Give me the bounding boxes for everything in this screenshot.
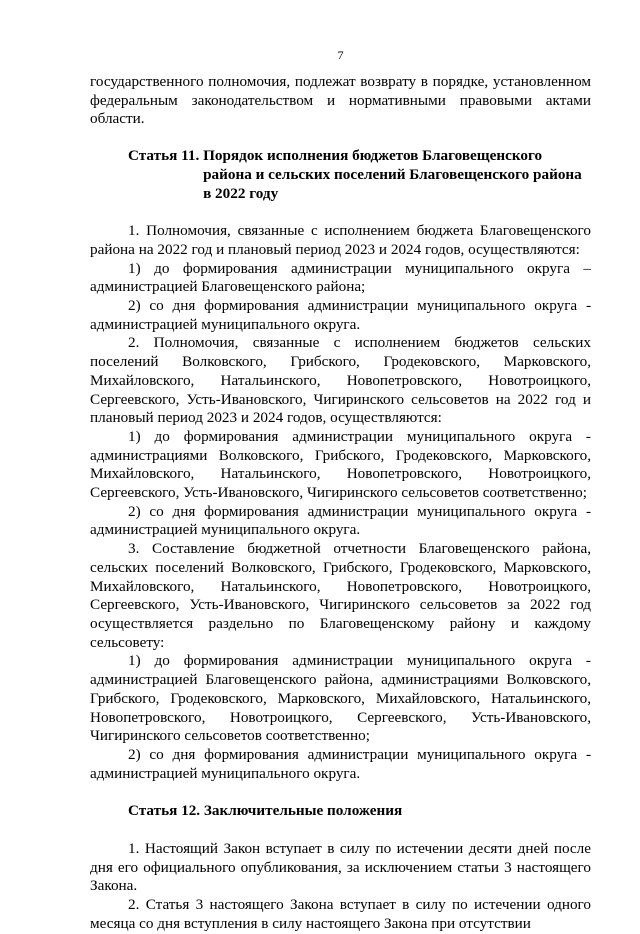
article-12-paragraph-1: 1. Настоящий Закон вступает в силу по истечении десяти дней после дня его официального опубликования, за исключением статьи 3 настоящего Закона. — [90, 840, 591, 895]
article-11-paragraph-3-item-2: 2) со дня формирования администрации муниципального округа - администрацией муниципального округа. — [90, 745, 591, 782]
article-12-paragraph-2: 2. Статья 3 настоящего Закона вступает в силу по истечении одного месяца со дня вступления в силу настоящего Закона при отсутствии — [90, 896, 591, 932]
article-11-heading — [90, 147, 591, 203]
article-11-paragraph-3-item-1: 1) до формирования администрации муниципального округа - администрацией Благовещенского района, администрациями Волковского, Грибского, Гродековского, Марковского, Михайловского, Натальинского, Новопетровского, Новотроицкого, Сергеевского, Усть-Ивановского, Чигиринского сельсоветов соответственно; — [90, 652, 591, 745]
intro-paragraph: государственного полномочия, подлежат возврату в порядке, установленном федеральным законодательством и нормативными правовыми актами области. — [90, 73, 591, 128]
article-11-paragraph-1-item-1: 1) до формирования администрации муниципального округа – администрацией Благовещенского района; — [90, 259, 591, 296]
article-11-number: Статья 11. — [128, 147, 204, 165]
article-11-paragraph-2: 2. Полномочия, связанные с исполнением бюджетов сельских поселений Волковского, Грибского, Гродековского, Марковского, Михайловского, Натальинского, Новопетровского, Новотроицкого, Сергеевского, Усть-Ивановского, Чигиринского сельсоветов на 2022 год и плановый период 2023 и 2024 годов, осуществляются: — [90, 334, 591, 427]
document-body — [90, 73, 591, 934]
article-12-heading: Статья 12. Заключительные положения — [128, 802, 403, 820]
article-11-paragraph-2-item-1: 1) до формирования администрации муниципального округа - администрациями Волковского, Грибского, Гродековского, Марковского, Михайловского, Натальинского, Новопетровского, Новотроицкого, Сергеевского, Усть-Ивановского, Чигиринского сельсоветов соответственно; — [90, 427, 591, 502]
article-11-paragraph-2-item-2: 2) со дня формирования администрации муниципального округа - администрацией муниципального округа. — [90, 502, 591, 539]
article-11-paragraph-1-item-2: 2) со дня формирования администрации муниципального округа - администрацией муниципального округа. — [90, 297, 591, 333]
article-11-paragraph-1: 1. Полномочия, связанные с исполнением бюджета Благовещенского района на 2022 год и плановый период 2023 и 2024 годов, осуществляются: — [90, 222, 591, 258]
page-number: 7 — [337, 48, 344, 62]
document-page — [90, 0, 591, 932]
article-11-title: Порядок исполнения бюджетов Благовещенского района и сельских поселений Благовещенского района в 2022 году — [203, 147, 582, 202]
article-11-paragraph-3: 3. Составление бюджетной отчетности Благовещенского района, сельских поселений Волковского, Грибского, Гродековского, Марковского, Михайловского, Натальинского, Новопетровского, Новотроицкого, Сергеевского, Усть-Ивановского, Чигиринского сельсоветов за 2022 год осуществляется раздельно по Благовещенскому району и каждому сельсовету: — [90, 540, 591, 651]
